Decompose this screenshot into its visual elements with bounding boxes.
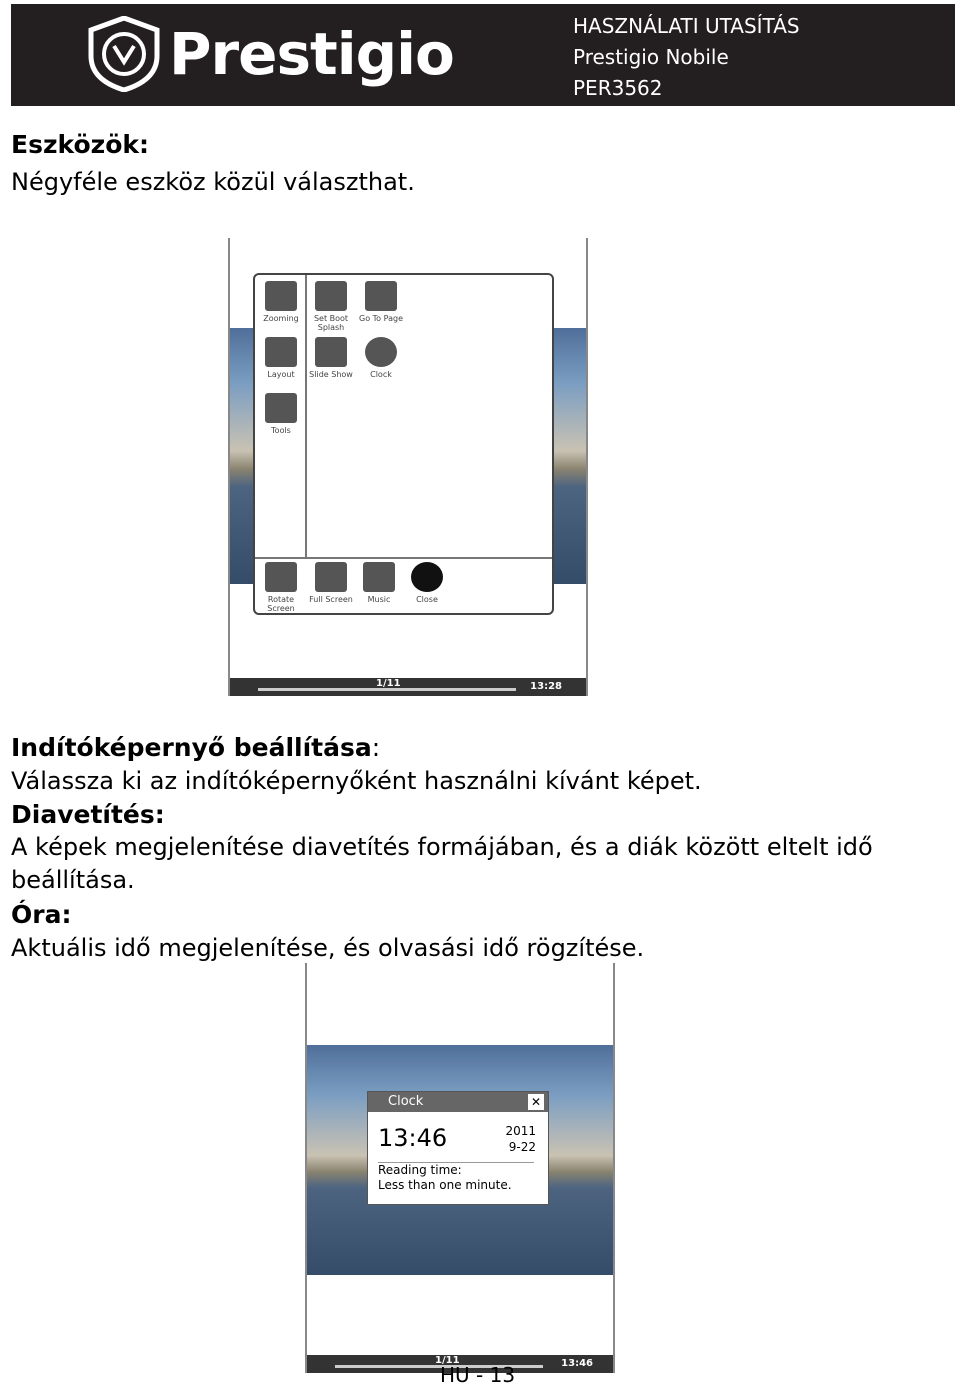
go-to-page-icon (365, 281, 397, 311)
tile-label: Zooming (263, 314, 299, 323)
product-name: Prestigio Nobile (573, 45, 729, 69)
tile-label: Full Screen (309, 595, 353, 604)
tile-label: Go To Page (359, 314, 403, 323)
clock-date: 9-22 (508, 1140, 536, 1154)
clock-icon (365, 337, 397, 367)
slide-show-icon (315, 337, 347, 367)
layout-icon (265, 337, 297, 367)
clock-heading: Óra: (11, 900, 72, 929)
tile-label: Rotate Screen (267, 595, 295, 613)
tile-clock[interactable] (359, 337, 403, 379)
slideshow-text: A képek megjelenítése diavetítés formájában, és a diák között eltelt idő beállítása. (11, 833, 873, 894)
tile-label: Tools (271, 426, 291, 435)
tile-music[interactable] (357, 562, 401, 604)
boot-heading (11, 733, 380, 762)
close-icon (411, 562, 443, 592)
page-indicator: 1/11 (376, 678, 401, 689)
page-indicator: 1/11 (435, 1355, 460, 1366)
status-time: 13:28 (530, 681, 562, 692)
tile-go-to-page[interactable] (359, 281, 403, 323)
tile-label: Music (367, 595, 391, 604)
reading-value: Less than one minute. (378, 1178, 512, 1192)
tile-close[interactable] (405, 562, 449, 604)
page-header (11, 4, 955, 106)
header-info (573, 11, 800, 104)
tile-label: Slide Show (309, 370, 353, 379)
clock-dialog (367, 1091, 549, 1205)
dialog-bottom-divider (255, 557, 552, 559)
tile-layout[interactable] (259, 337, 303, 379)
manual-title: HASZNÁLATI UTASÍTÁS (573, 14, 800, 38)
clock-year: 2011 (505, 1124, 536, 1138)
status-time: 13:46 (561, 1358, 593, 1369)
tools-menu-screenshot (228, 238, 588, 696)
boot-text: Válassza ki az indítóképernyőként használni kívánt képet. (11, 767, 702, 795)
clock-text: Aktuális idő megjelenítése, és olvasási idő rögzítése. (11, 934, 645, 962)
boot-heading-text: Indítóképernyő beállítása (11, 733, 372, 762)
music-icon (363, 562, 395, 592)
prestigio-logo (87, 16, 454, 92)
full-screen-icon (315, 562, 347, 592)
tile-full-screen[interactable] (309, 562, 353, 604)
clock-screenshot (305, 963, 615, 1373)
tools-heading: Eszközök: (11, 130, 149, 159)
status-bar (230, 678, 586, 696)
boot-heading-colon: : (371, 733, 381, 762)
tile-slide-show[interactable] (309, 337, 353, 379)
tile-label: Layout (267, 370, 295, 379)
tile-zooming[interactable] (259, 281, 303, 323)
tile-tools[interactable] (259, 393, 303, 435)
zooming-icon (265, 281, 297, 311)
clock-title-bar (368, 1092, 548, 1112)
tile-label: Set Boot Splash (313, 314, 349, 332)
slideshow-heading: Diavetítés: (11, 800, 165, 829)
tools-icon (265, 393, 297, 423)
model-number: PER3562 (573, 76, 663, 100)
tile-rotate-screen[interactable] (259, 562, 303, 613)
boot-splash-icon (315, 281, 347, 311)
tile-label: Clock (370, 370, 392, 379)
tile-set-boot-splash[interactable] (309, 281, 353, 332)
prestigio-emblem-icon (87, 16, 161, 92)
reading-label: Reading time: (378, 1162, 534, 1177)
brand-name: Prestigio (169, 20, 454, 88)
clock-time: 13:46 (378, 1124, 448, 1152)
tools-dialog (253, 273, 554, 615)
page-number: HU - 13 (440, 1363, 516, 1387)
dialog-divider (305, 275, 307, 557)
rotate-icon (265, 562, 297, 592)
close-button[interactable]: ✕ (528, 1094, 544, 1110)
clock-title: Clock (388, 1094, 424, 1109)
tile-label: Close (416, 595, 438, 604)
tools-text: Négyféle eszköz közül választhat. (11, 168, 415, 196)
